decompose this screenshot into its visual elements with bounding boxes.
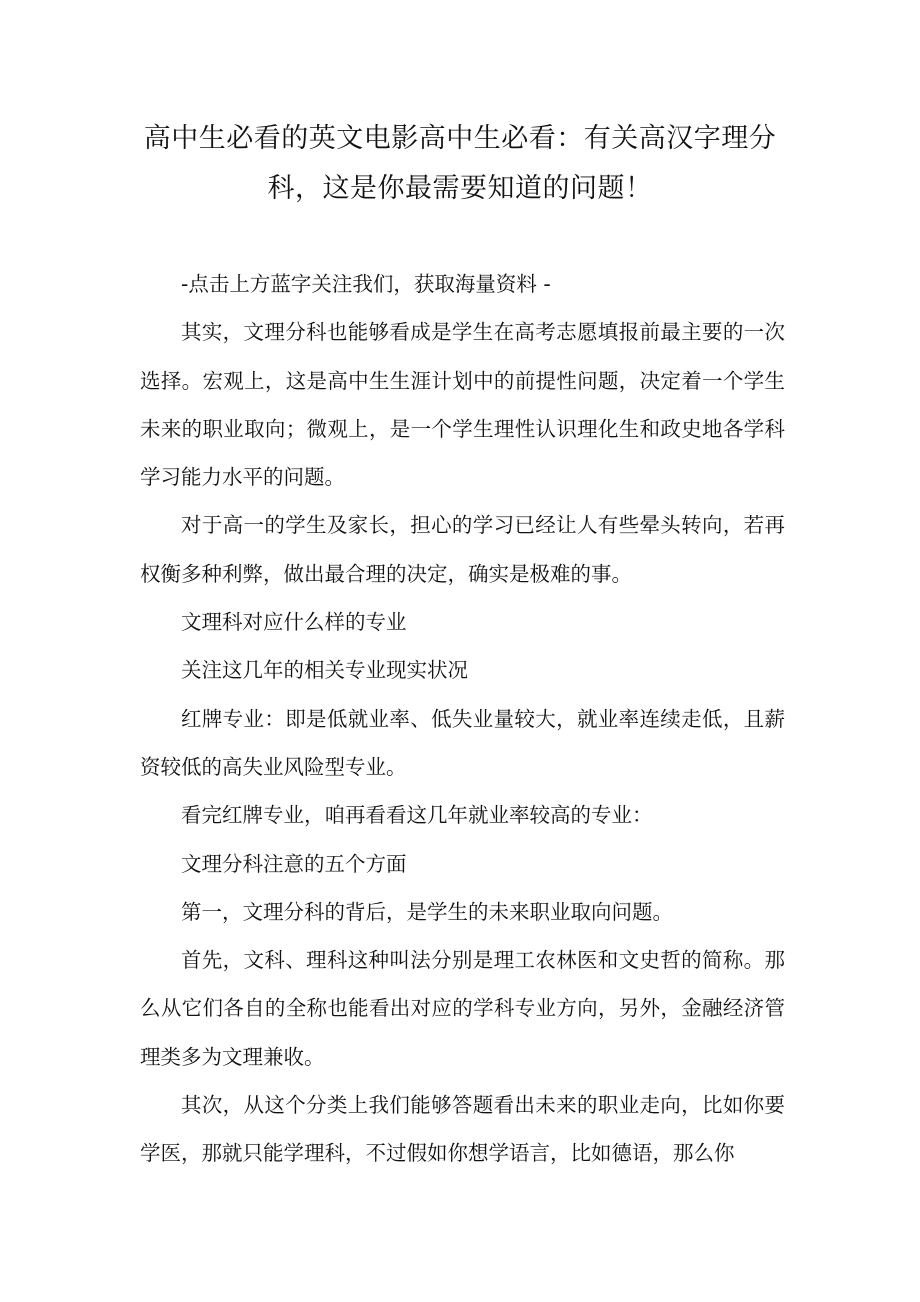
section-heading: 文理分科注意的五个方面 bbox=[181, 851, 407, 876]
paragraph: 首先，文科、理科这种叫法分别是理工农林医和文史哲的简称。那么从它们各自的全称也能看出对应的学科专业方向，另外，金融经济管理类多为文理兼收。 bbox=[140, 948, 785, 1069]
paragraph: 其实，文理分科也能够看成是学生在高考志愿填报前最主要的一次选择。宏观上，这是高中生生涯计划中的前提性问题，决定着一个学生未来的职业取向；微观上，是一个学生理性认识理化生和政史地各学科学习能力水平的问题。 bbox=[140, 320, 785, 490]
section-heading: 文理科对应什么样的专业 bbox=[181, 610, 407, 635]
document-body bbox=[140, 260, 785, 1178]
paragraph: 其次，从这个分类上我们能够答题看出未来的职业走向，比如你要学医，那就只能学理科，不过假如你想学语言，比如德语，那么你 bbox=[140, 1093, 785, 1166]
section-heading: 关注这几年的相关专业现实状况 bbox=[181, 658, 468, 683]
paragraph: 第一，文理分科的背后，是学生的未来职业取向问题。 bbox=[181, 899, 673, 924]
paragraph: 对于高一的学生及家长，担心的学习已经让人有些晕头转向，若再权衡多种利弊，做出最合理的决定，确实是极难的事。 bbox=[140, 513, 785, 586]
paragraph-intro-note: -点击上方蓝字关注我们，获取海量资料 - bbox=[181, 272, 551, 296]
document-title: 高中生必看的英文电影高中生必看：有关高汉字理分科，这是你最需要知道的问题！ bbox=[143, 123, 777, 204]
paragraph: 看完红牌专业，咱再看看这几年就业率较高的专业： bbox=[181, 803, 653, 828]
paragraph: 红牌专业：即是低就业率、低失业量较大，就业率连续走低，且薪资较低的高失业风险型专业。 bbox=[140, 706, 785, 779]
